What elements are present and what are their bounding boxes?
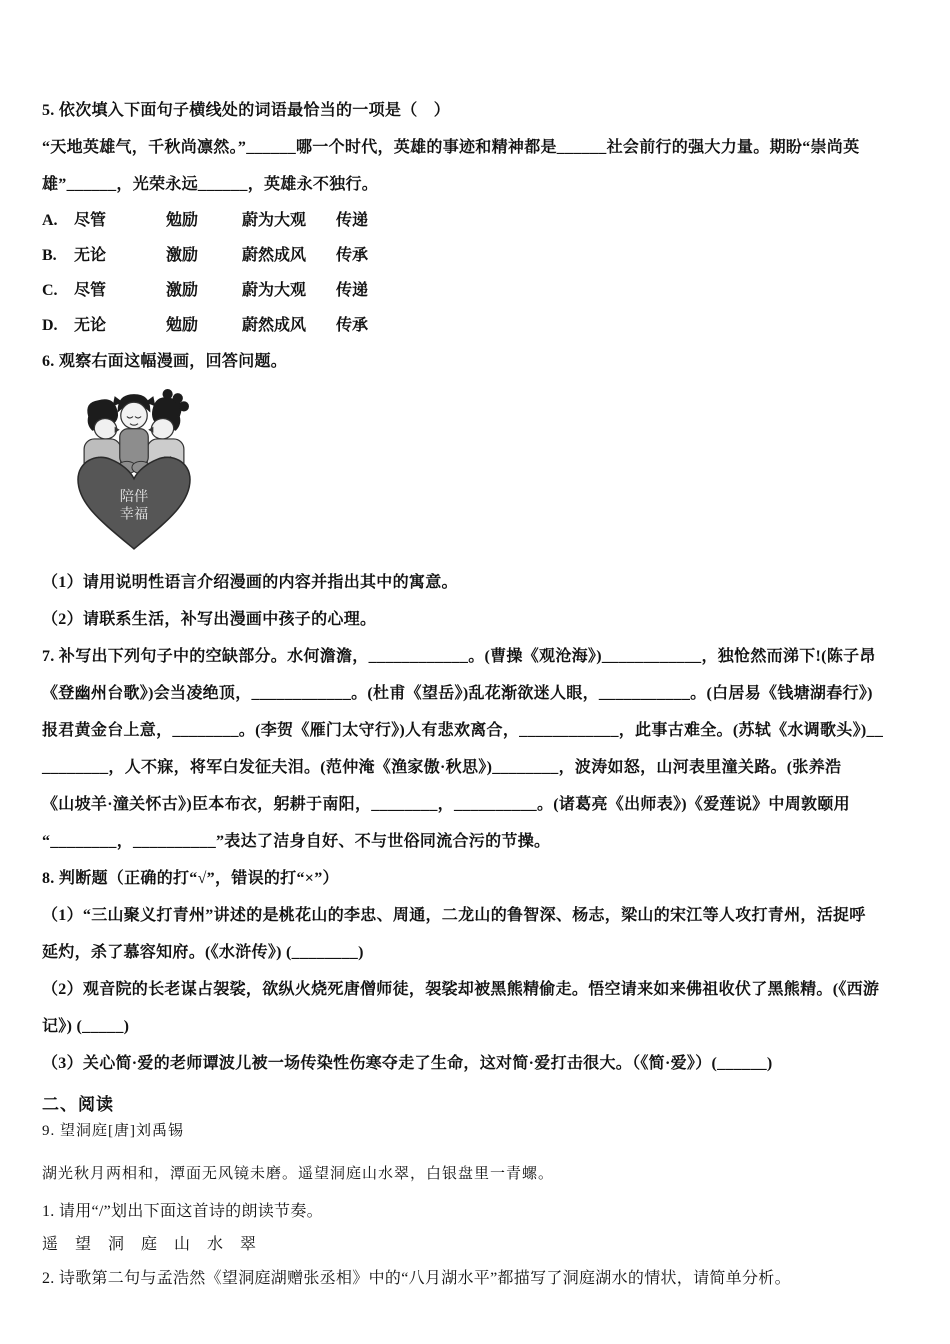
question-5-body-line-1: “天地英雄气，千秋尚凛然。”______哪一个时代，英雄的事迹和精神都是______社会前行的强大力量。期盼“崇尚英 [42, 139, 860, 156]
option-b-key: B. [42, 247, 57, 264]
option-a-word-2: 勉励 [166, 212, 199, 229]
question-9-sub-2: 2. 诗歌第二句与孟浩然《望洞庭湖赠张丞相》中的“八月湖水平”都描写了洞庭湖水的情状，请简单分析。 [42, 1270, 791, 1287]
question-8-item-1-line-1: （1）“三山聚义打青州”讲述的是桃花山的李忠、周通，二龙山的鲁智深、杨志，梁山的宋江等人攻打青州，活捉呼 [42, 907, 866, 924]
question-8-item-1-line-2: 延灼，杀了慕容知府。(《水浒传》) (________) [42, 944, 364, 961]
option-a-word-3: 蔚为大观 [242, 212, 307, 229]
question-9-poem: 湖光秋月两相和，潭面无风镜未磨。遥望洞庭山水翠，白银盘里一青螺。 [42, 1166, 555, 1182]
option-d-key: D. [42, 317, 58, 334]
section-2-title: 二、阅读 [42, 1095, 114, 1114]
question-8-item-3-line-1: （3）关心简·爱的老师谭波儿被一场传染性伤寒夺走了生命，这对简·爱打击很大。（《简·爱》）(______) [42, 1055, 773, 1072]
option-a-key: A. [42, 212, 58, 229]
heart-text-line-2: 幸福 [119, 506, 149, 523]
question-7-line-5: 《山坡羊·潼关怀古》)臣本布衣，躬耕于南阳，________，__________。(诸葛亮《出师表》)《爱莲说》中周敦颐用 [42, 796, 850, 813]
question-8-heading: 8. 判断题（正确的打“√”，错误的打“×”） [42, 870, 339, 887]
option-b-word-2: 激励 [166, 247, 199, 264]
option-d-word-4: 传承 [336, 317, 369, 334]
question-6-sub-1: （1）请用说明性语言介绍漫画的内容并指出其中的寓意。 [42, 574, 458, 591]
option-c-row [42, 273, 908, 308]
comic-image [54, 386, 214, 554]
option-d-word-2: 勉励 [166, 317, 199, 334]
heart-text-line-1: 陪伴 [119, 489, 149, 506]
option-b-word-4: 传承 [336, 247, 369, 264]
option-b-word-3: 蔚然成风 [242, 247, 307, 264]
question-7-line-2: 《登幽州台歌》)会当凌绝顶，____________。(杜甫《望岳》)乱花渐欲迷人眼，___________。(白居易《钱塘湖春行》) [42, 685, 873, 702]
question-9-rhythm-line: 遥 望 洞 庭 山 水 翠 [42, 1236, 259, 1253]
question-5-heading: 5. 依次填入下面句子横线处的词语最恰当的一项是（ ） [42, 102, 451, 119]
family-heart-cartoon [54, 386, 214, 554]
question-6-sub-2: （2）请联系生活，补写出漫画中孩子的心理。 [42, 611, 377, 628]
question-7-line-1: 7. 补写出下列句子中的空缺部分。水何澹澹，____________。(曹操《观沧海》)____________，独怆然而涕下!(陈子昂 [42, 648, 876, 665]
option-d-row [42, 308, 908, 343]
option-c-word-1: 尽管 [74, 282, 107, 299]
question-7-line-4: ________，人不寐，将军白发征夫泪。(范仲淹《渔家傲·秋思》)________，波涛如怒，山河表里潼关路。(张养浩 [42, 759, 842, 776]
option-b-row [42, 238, 908, 273]
option-c-word-2: 激励 [166, 282, 199, 299]
option-a-row [42, 203, 908, 238]
question-6-heading: 6. 观察右面这幅漫画，回答问题。 [42, 353, 288, 370]
option-a-word-1: 尽管 [74, 212, 107, 229]
option-c-key: C. [42, 282, 58, 299]
option-a-word-4: 传递 [336, 212, 369, 229]
question-8-item-2-line-1: （2）观音院的长老谋占袈裟，欲纵火烧死唐僧师徒，袈裟却被黑熊精偷走。悟空请来如来佛祖收伏了黑熊精。(《西游 [42, 981, 880, 998]
option-d-word-3: 蔚然成风 [242, 317, 307, 334]
question-9-sub-1: 1. 请用“/”划出下面这首诗的朗读节奏。 [42, 1203, 323, 1220]
option-c-word-3: 蔚为大观 [242, 282, 307, 299]
question-9-title: 9. 望洞庭[唐]刘禹锡 [42, 1123, 184, 1139]
question-5-body-line-2: 雄”______，光荣永远______，英雄永不独行。 [42, 176, 379, 193]
question-7-line-3: 报君黄金台上意，________。(李贺《雁门太守行》)人有悲欢离合，____________，此事古难全。(苏轼《水调歌头》)__ [42, 722, 884, 739]
option-b-word-1: 无论 [74, 247, 107, 264]
question-7-line-6: “________，__________”表达了洁身自好、不与世俗同流合污的节操。 [42, 833, 551, 850]
question-8-item-2-line-2: 记》) (_____) [42, 1018, 130, 1035]
option-d-word-1: 无论 [74, 317, 107, 334]
option-c-word-4: 传递 [336, 282, 369, 299]
